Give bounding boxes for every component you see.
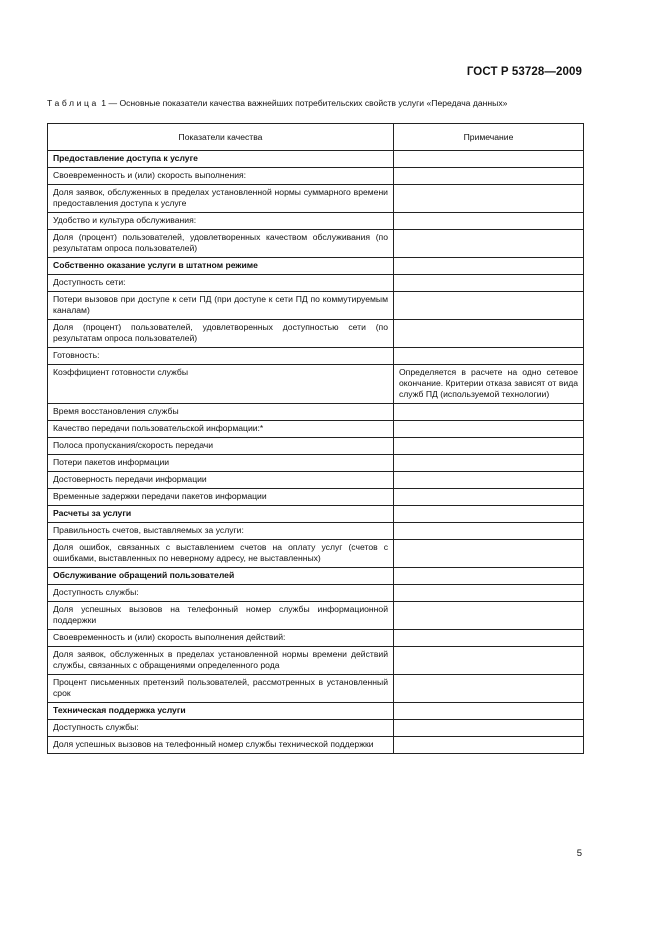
indicator-cell: Удобство и культура обслуживания: [48,213,394,230]
indicator-cell: Доля заявок, обслуженных в пределах установленной нормы времени действий службы, связанных с обращениями определенного рода [48,647,394,675]
note-cell [394,438,584,455]
section-title: Собственно оказание услуги в штатном режиме [48,258,394,275]
table-row [48,168,584,185]
note-cell [394,421,584,438]
indicator-cell: Доля успешных вызовов на телефонный номер службы информационной поддержки [48,602,394,630]
indicator-cell: Правильность счетов, выставляемых за услуги: [48,523,394,540]
note-cell [394,647,584,675]
table-body [48,151,584,754]
indicator-cell: Коэффициент готовности службы [48,365,394,404]
indicator-cell: Полоса пропускания/скорость передачи [48,438,394,455]
table-header-row [48,124,584,151]
section-row [48,506,584,523]
note-cell [394,568,584,585]
note-cell [394,320,584,348]
note-cell [394,275,584,292]
indicator-cell: Доля заявок, обслуженных в пределах установленной нормы суммарного времени предоставления доступа к услуге [48,185,394,213]
section-row [48,151,584,168]
table-row [48,455,584,472]
table-row [48,292,584,320]
indicator-cell: Доля (процент) пользователей, удовлетворенных качеством обслуживания (по результатам опроса пользователей) [48,230,394,258]
indicator-cell: Своевременность и (или) скорость выполнения действий: [48,630,394,647]
column-header-indicators: Показатели качества [48,124,394,151]
indicator-cell: Потери вызовов при доступе к сети ПД (при доступе к сети ПД по коммутируемым каналам) [48,292,394,320]
note-cell [394,585,584,602]
indicator-cell: Доля успешных вызовов на телефонный номер службы технической поддержки [48,737,394,754]
section-row [48,568,584,585]
table-row [48,320,584,348]
note-cell [394,540,584,568]
note-cell [394,213,584,230]
section-title: Обслуживание обращений пользователей [48,568,394,585]
table-row [48,737,584,754]
table-row [48,185,584,213]
note-cell [394,703,584,720]
table-caption-text: 1 — Основные показатели качества важнейших потребительских свойств услуги «Передача данных» [98,98,508,108]
note-cell [394,737,584,754]
note-cell: Определяется в расчете на одно сетевое окончание. Критерии отказа зависят от вида служб ПД (используемой технологии) [394,365,584,404]
note-cell [394,630,584,647]
table-row [48,365,584,404]
indicator-cell: Время восстановления службы [48,404,394,421]
note-cell [394,455,584,472]
indicator-cell: Качество передачи пользовательской информации:* [48,421,394,438]
indicator-cell: Временные задержки передачи пакетов информации [48,489,394,506]
table-row [48,523,584,540]
indicator-cell: Доступность сети: [48,275,394,292]
column-header-note: Примечание [394,124,584,151]
section-title: Расчеты за услуги [48,506,394,523]
standard-code: ГОСТ Р 53728—2009 [466,66,582,78]
table-caption [47,98,587,109]
indicator-cell: Доступность службы: [48,720,394,737]
table-row [48,230,584,258]
indicator-cell: Готовность: [48,348,394,365]
table-row [48,213,584,230]
indicator-cell: Доля (процент) пользователей, удовлетворенных доступностью сети (по результатам опроса пользователей) [48,320,394,348]
table-row [48,348,584,365]
note-cell [394,348,584,365]
indicator-cell: Своевременность и (или) скорость выполнения: [48,168,394,185]
note-cell [394,489,584,506]
table-row [48,585,584,602]
note-cell [394,168,584,185]
note-cell [394,675,584,703]
note-cell [394,258,584,275]
table-row [48,472,584,489]
indicator-cell: Достоверность передачи информации [48,472,394,489]
table-row [48,275,584,292]
quality-indicators-table [47,123,584,754]
section-row [48,703,584,720]
indicator-cell: Потери пакетов информации [48,455,394,472]
note-cell [394,151,584,168]
table-row [48,602,584,630]
note-cell [394,523,584,540]
table-row [48,404,584,421]
note-cell [394,472,584,489]
table-row [48,438,584,455]
section-title: Предоставление доступа к услуге [48,151,394,168]
table-row [48,630,584,647]
section-title: Техническая поддержка услуги [48,703,394,720]
table-row [48,540,584,568]
table-row [48,489,584,506]
indicator-cell: Доля ошибок, связанных с выставлением счетов на оплату услуг (счетов с ошибками, выставленных по неверному адресу, не выставленных) [48,540,394,568]
note-cell [394,230,584,258]
note-cell [394,720,584,737]
table-caption-label: Таблица [47,98,99,108]
table-row [48,421,584,438]
section-row [48,258,584,275]
page-number: 5 [576,848,582,859]
note-cell [394,185,584,213]
table-row [48,720,584,737]
indicator-cell: Доступность службы: [48,585,394,602]
note-cell [394,404,584,421]
note-cell [394,506,584,523]
note-cell [394,292,584,320]
table-row [48,675,584,703]
table-row [48,647,584,675]
note-cell [394,602,584,630]
indicator-cell: Процент письменных претензий пользователей, рассмотренных в установленный срок [48,675,394,703]
